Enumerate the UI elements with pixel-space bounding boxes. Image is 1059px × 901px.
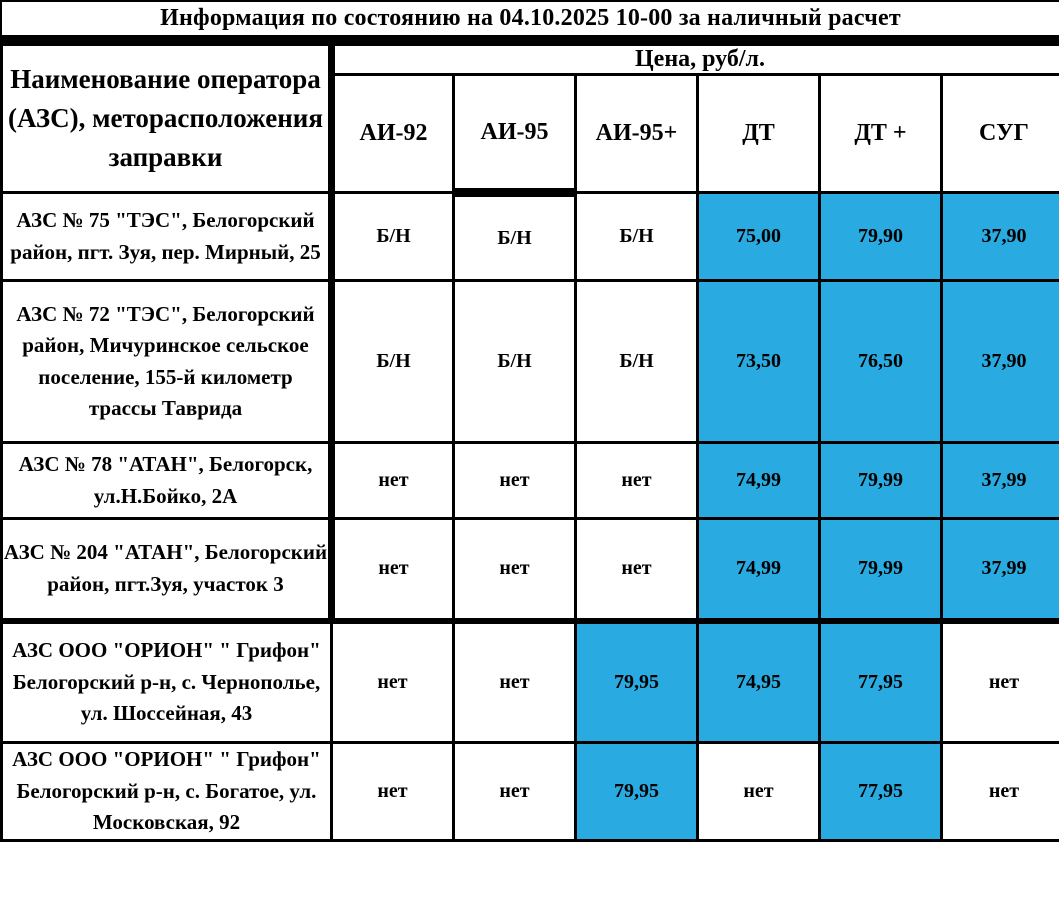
- price-cell: Б/Н: [454, 281, 576, 443]
- station-row: [2, 443, 1059, 519]
- station-name-cell: АЗС ООО "ОРИОН" " Грифон" Белогорский р-н, с. Богатое, ул. Московская, 92: [2, 743, 332, 841]
- price-cell: 37,90: [942, 281, 1059, 443]
- price-cell: 74,99: [698, 519, 820, 621]
- station-name-cell: АЗС № 72 "ТЭС", Белогорский район, Мичуринское сельское поселение, 155-й километр трассы Таврида: [2, 281, 332, 443]
- price-cell: Б/Н: [332, 193, 454, 281]
- name-column-header: Наименование оператора (АЗС), меторасположения заправки: [2, 45, 332, 193]
- price-cell: 74,99: [698, 443, 820, 519]
- price-cell: 37,99: [942, 443, 1059, 519]
- fuel-price-table: [0, 43, 1059, 842]
- price-cell: Б/Н: [332, 281, 454, 443]
- column-header-ai95: АИ-95: [454, 75, 576, 193]
- column-header-sug: СУГ: [942, 75, 1059, 193]
- station-name-cell: АЗС № 204 "АТАН", Белогорский район, пгт.Зуя, участок 3: [2, 519, 332, 621]
- price-cell: 37,99: [942, 519, 1059, 621]
- station-row: [2, 621, 1059, 743]
- price-cell: нет: [576, 519, 698, 621]
- price-cell: нет: [332, 743, 454, 841]
- station-name-cell: АЗС ООО "ОРИОН" " Грифон" Белогорский р-н, с. Чернополье, ул. Шоссейная, 43: [2, 621, 332, 743]
- title-divider: [0, 35, 1059, 43]
- price-cell: 79,99: [820, 443, 942, 519]
- column-header-ai95plus: АИ-95+: [576, 75, 698, 193]
- column-header-ai92: АИ-92: [332, 75, 454, 193]
- station-name-cell: АЗС № 78 "АТАН", Белогорск, ул.Н.Бойко, 2А: [2, 443, 332, 519]
- price-cell: Б/Н: [576, 193, 698, 281]
- station-name-cell: АЗС № 75 "ТЭС", Белогорский район, пгт. Зуя, пер. Мирный, 25: [2, 193, 332, 281]
- price-cell: 77,95: [820, 743, 942, 841]
- price-cell: 79,95: [576, 743, 698, 841]
- price-cell: 79,90: [820, 193, 942, 281]
- price-cell: 79,95: [576, 621, 698, 743]
- page-title: Информация по состоянию на 04.10.2025 10-00 за наличный расчет: [0, 0, 1059, 35]
- price-cell: нет: [332, 621, 454, 743]
- price-cell: нет: [454, 519, 576, 621]
- price-cell: 74,95: [698, 621, 820, 743]
- price-cell: 37,90: [942, 193, 1059, 281]
- price-cell: 77,95: [820, 621, 942, 743]
- price-cell: 79,99: [820, 519, 942, 621]
- price-cell: нет: [454, 743, 576, 841]
- price-cell: нет: [332, 443, 454, 519]
- price-cell: нет: [942, 621, 1059, 743]
- station-row: [2, 193, 1059, 281]
- station-row: [2, 519, 1059, 621]
- price-cell: нет: [332, 519, 454, 621]
- price-cell: 75,00: [698, 193, 820, 281]
- header-row-price: [2, 45, 1059, 75]
- price-cell: нет: [942, 743, 1059, 841]
- station-row: [2, 281, 1059, 443]
- price-cell: нет: [454, 443, 576, 519]
- price-cell: 76,50: [820, 281, 942, 443]
- station-row: [2, 743, 1059, 841]
- price-cell: нет: [576, 443, 698, 519]
- price-cell: Б/Н: [576, 281, 698, 443]
- price-cell: Б/Н: [454, 193, 576, 281]
- price-column-group-header: Цена, руб/л.: [332, 45, 1059, 75]
- column-header-dtplus: ДТ +: [820, 75, 942, 193]
- column-header-dt: ДТ: [698, 75, 820, 193]
- price-cell: нет: [698, 743, 820, 841]
- price-cell: 73,50: [698, 281, 820, 443]
- price-cell: нет: [454, 621, 576, 743]
